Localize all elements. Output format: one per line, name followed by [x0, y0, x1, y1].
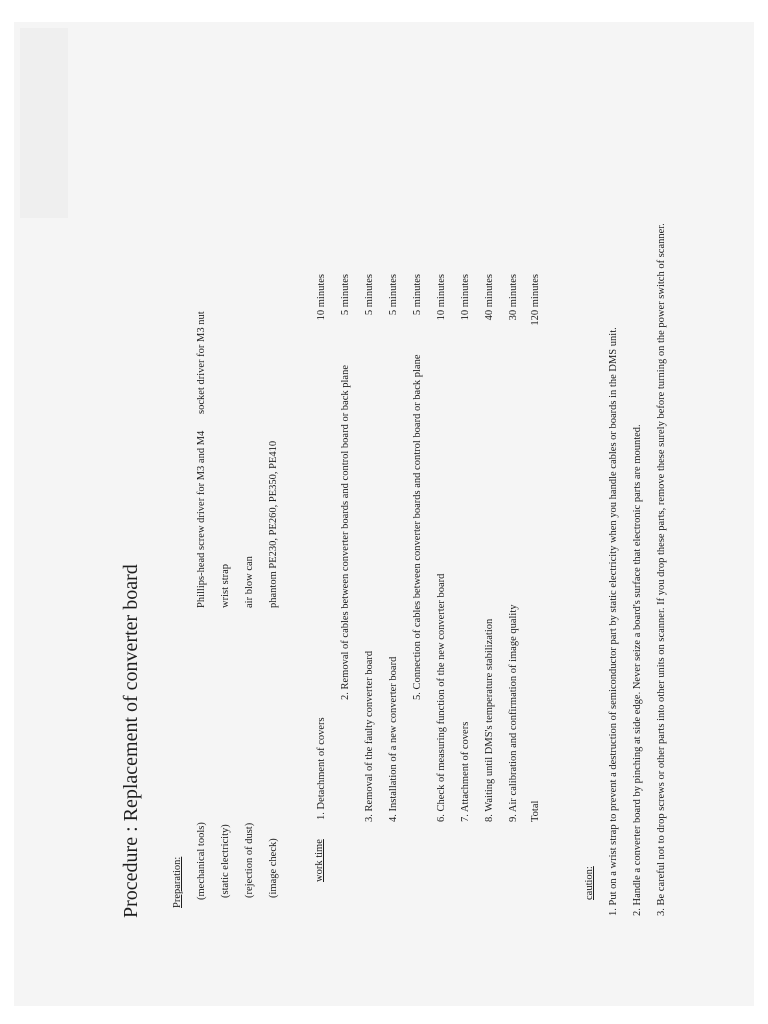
prep-label: (image check) [268, 838, 279, 898]
work-step: 6. Check of measuring function of the new converter board [436, 573, 447, 822]
work-step-time: 5 minutes [364, 274, 375, 316]
document-title: Procedure : Replacement of converter board [120, 564, 142, 918]
prep-value: wrist strap [220, 563, 231, 608]
work-step: 9. Air calibration and confirmation of image quality [508, 604, 519, 822]
work-step-time: 5 minutes [412, 274, 423, 316]
prep-label: (static electricity) [220, 824, 231, 898]
caution-heading: caution: [584, 866, 595, 900]
work-step: 7. Attachment of covers [460, 721, 471, 822]
caution-item: 3. Be careful not to drop screws or other parts into other units on scanner. If you drop these parts, remove these surely before turning on the power switch of scanner. [656, 223, 667, 916]
work-step-time: 30 minutes [508, 274, 519, 321]
work-step: 1. Detachment of covers [316, 717, 327, 820]
caution-item: 1. Put on a wrist strap to prevent a destruction of semiconductor part by static electricity when you handle cables or boards in the DMS unit. [608, 327, 619, 916]
document-page [14, 22, 754, 1006]
work-step: 4. Installation of a new converter board [388, 656, 399, 822]
work-step-time: 10 minutes [460, 274, 471, 321]
prep-value: Phillips-head screw driver for M3 and M4 [196, 430, 207, 608]
work-step-time: 40 minutes [484, 274, 495, 321]
prep-label: (rejection of dust) [244, 822, 255, 898]
work-total-time: 120 minutes [530, 274, 541, 326]
prep-value: air blow can [244, 556, 255, 608]
caution-item: 2. Handle a converter board by pinching at side edge. Never seize a board's surface that electronic parts are mounted. [632, 424, 643, 916]
work-time-heading: work time [314, 839, 325, 882]
work-step: 8. Waiting until DMS's temperature stabilization [484, 618, 495, 822]
work-step: 2. Removal of cables between converter boards and control board or back plane [340, 365, 351, 700]
preparation-heading: Preparation: [172, 856, 183, 908]
work-step-time: 10 minutes [316, 274, 327, 321]
prep-value: phantom PE230, PE260, PE350, PE410 [268, 440, 279, 608]
prep-extra: socket driver for M3 nut [196, 311, 207, 414]
work-total-label: Total [530, 800, 541, 822]
work-step: 5. Connection of cables between converter boards and control board or back plane [412, 354, 423, 700]
work-step-time: 5 minutes [340, 274, 351, 316]
work-step: 3. Removal of the faulty converter board [364, 650, 375, 822]
prep-label: (mechanical tools) [196, 822, 207, 900]
work-step-time: 5 minutes [388, 274, 399, 316]
work-step-time: 10 minutes [436, 274, 447, 321]
